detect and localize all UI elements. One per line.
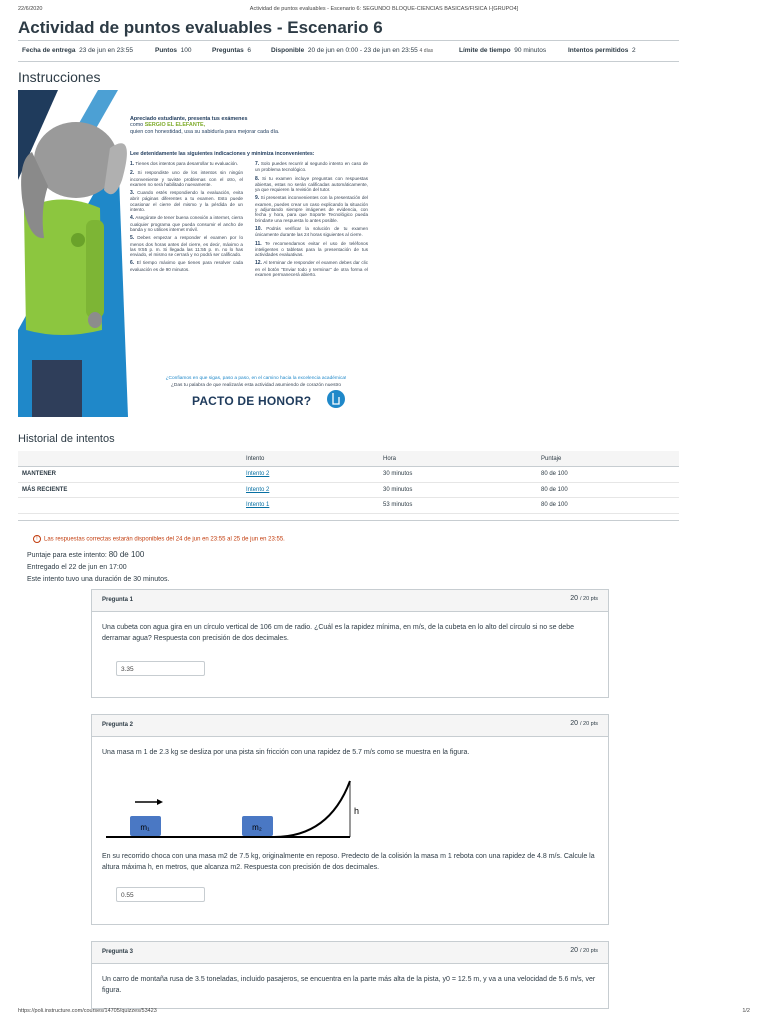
answer-field: 3.35	[116, 661, 205, 676]
banner-pacto: PACTO DE HONOR?	[192, 394, 312, 408]
banner-left-column	[130, 161, 243, 275]
meta-due	[22, 47, 133, 54]
banner-instruction-text: El tiempo máximo que tienes para resolver cada evaluación es de 90 minutos.	[130, 260, 243, 272]
height-label: h	[354, 806, 360, 816]
banner-instruction-text: Si respondiste uno de los intentos sin ningún inconveniente y tuviste problemas con el otro, el examen no será habilitado nuevamente.	[130, 170, 243, 187]
meta-available-days: 4 días	[419, 48, 434, 54]
summary-score-label: Puntaje para este intento:	[27, 552, 107, 559]
banner-instruction-text: Cuando estés respondiendo la evaluación, evita abrir páginas diferentes a tu examen. Esto puede ocasionar el cierre del mismo y la pérdida de un intento.	[130, 190, 244, 213]
question-total: / 20 pts	[579, 721, 598, 727]
banner-instruction-number: 1.	[130, 161, 135, 167]
meta-due-label: Fecha de entrega	[22, 47, 76, 54]
question-name: Pregunta 2	[102, 722, 134, 728]
summary-score	[27, 549, 169, 562]
warning-icon: !	[33, 535, 41, 543]
history-header-row	[18, 451, 679, 467]
question-score: 20	[570, 720, 578, 727]
meta-questions-value: 6	[247, 47, 252, 54]
banner-instruction-number: 9.	[255, 195, 260, 202]
history-col-attempt: Intento	[242, 451, 379, 467]
print-date: 22/6/2020	[18, 6, 43, 12]
hand-pointer-icon	[327, 390, 345, 408]
elephant-hand	[88, 312, 102, 328]
mass-m2-label: m₂	[252, 823, 262, 832]
question-points	[570, 947, 598, 954]
banner-instruction-number: 10.	[255, 225, 262, 232]
meta-questions	[212, 47, 251, 54]
banner-instruction-item	[130, 170, 243, 187]
banner-instruction-item	[255, 226, 368, 238]
history-row-time: 30 minutos	[379, 467, 537, 483]
banner-instruction-number: 6.	[130, 260, 135, 267]
history-col-score: Puntaje	[537, 451, 679, 467]
banner-instruction-item	[130, 190, 243, 212]
banner-instruction-item	[130, 235, 243, 257]
jeans	[32, 360, 82, 417]
banner-instruction-text: Al terminar de responder el examen debes dar clic en el botón "Enviar todo y terminar" de otra forma el examen permanecerá abierto.	[255, 260, 368, 278]
banner-instruction-number: 2.	[130, 170, 135, 177]
banner-instruction-text: Te recomendamos evitar el uso de teléfonos inteligentes o tabletas para la presentación de tus actividades evaluativas.	[255, 240, 368, 258]
banner-intro-1: Apreciado estudiante, presenta tus exámenes	[130, 116, 248, 122]
banner-instruction-item	[130, 260, 243, 272]
banner-instruction-number: 7.	[255, 161, 260, 167]
answers-notice-text: Las respuestas correctas estarán disponibles del 24 de jun en 23:55 al 25 de jun en 23:55.	[44, 536, 285, 543]
history-attempt-link[interactable]: Intento 2	[246, 486, 270, 493]
print-doc-title: Actividad de puntos evaluables - Escenario 6: SEGUNDO BLOQUE-CIENCIAS BASICAS/FISICA I-[GRUPO4]	[249, 6, 519, 12]
question-header	[92, 590, 608, 612]
banner-instruction-text: Debes empezar a responder el examen por lo menos dos horas antes del cierre, es decir, máximo a las 9:55 p. m. Si llegada las 11:55 p. m. no lo has enviado, el mismo se cerrará y no podrá ser calificado.	[130, 235, 243, 258]
banner-intro-3: quien con honestidad, usa su sabiduría para mejorar cada día.	[130, 128, 280, 135]
question-score: 20	[570, 595, 578, 602]
banner-instruction-item	[130, 161, 243, 167]
history-row-time: 53 minutos	[379, 498, 537, 514]
instructions-heading: Instrucciones	[18, 69, 101, 85]
question-text: Una cubeta con agua gira en un círculo vertical de 106 cm de radio. ¿Cuál es la rapidez mínima, en m/s, de la cubeta en lo alto del círculo si no se debe derramar agua? Respuesta con precisión de dos decimales.	[102, 624, 574, 642]
summary-submitted: Entregado el 22 de jun en 17:00	[27, 564, 127, 571]
meta-points-value: 100	[180, 47, 192, 54]
banner-instruction-text: Si tu examen incluye preguntas con respuestas abiertas, estas no serán calificadas automáticamente, ya que requieren la revisión del tutor.	[255, 175, 368, 193]
banner-read-line: Lee detenidamente las siguientes indicaciones y minimiza inconvenientes:	[130, 151, 315, 157]
banner-instruction-item	[255, 195, 368, 222]
banner-instruction-number: 5.	[130, 235, 135, 242]
meta-time-limit-label: Límite de tiempo	[459, 47, 511, 54]
banner-closing-1: ¿Confiamos en que sigas, paso a paso, en el camino hacia la excelencia académica!	[165, 376, 347, 381]
banner-instruction-text: Solo puedes recurrir al segundo intento en caso de un problema tecnológico.	[255, 161, 368, 173]
banner-intro-highlight: SERGIO EL ELEFANTE,	[144, 122, 206, 129]
banner-instruction-text: Tienes dos intentos para desarrollar tu evaluación.	[135, 161, 239, 166]
question-points	[570, 720, 598, 727]
history-col-time: Hora	[379, 451, 537, 467]
meta-time-limit-value: 90 minutos	[514, 47, 547, 54]
banner-instruction-item	[255, 241, 368, 258]
hoodie-logo	[71, 233, 85, 247]
question-total: / 20 pts	[579, 596, 598, 602]
history-heading: Historial de intentos	[18, 433, 115, 445]
print-footer	[18, 1008, 750, 1018]
meta-questions-label: Preguntas	[212, 47, 244, 54]
history-row-score: 80 de 100	[537, 498, 679, 514]
banner-right-column	[255, 161, 368, 280]
meta-attempts-value: 2	[631, 47, 636, 54]
banner-instruction-item	[255, 260, 368, 277]
question-text: Un carro de montaña rusa de 3.5 toneladas, incluido pasajeros, se encuentra en la parte más alta de la pista, y0 = 12.5 m, y va a una velocidad de 5.6 m/s, ver figura.	[102, 976, 596, 994]
banner-instruction-text: Podrás verificar la solución de tu examen únicamente durante las 24 horas siguientes al cierre.	[255, 225, 368, 238]
banner-instruction-item	[130, 215, 243, 232]
question-total: / 20 pts	[579, 948, 598, 954]
answers-notice	[33, 535, 285, 543]
banner-instruction-number: 4.	[130, 215, 135, 222]
history-attempt-link[interactable]: Intento 1	[246, 502, 270, 509]
meta-available-value: 20 de jun en 0:00 - 23 de jun en 23:55	[307, 47, 418, 54]
meta-available-label: Disponible	[271, 47, 305, 54]
banner-intro-2: como	[130, 122, 144, 129]
banner-instruction-text: Asegúrate de tener buena conexión a internet, cierra cualquier programa que pueda consumir el ancho de banda y no utilices internet móvil.	[130, 215, 243, 232]
summary-score-value: 80 de 100	[108, 550, 145, 559]
page-title: Actividad de puntos evaluables - Escenario 6	[18, 18, 383, 37]
print-page-number: 1/2	[742, 1008, 750, 1014]
meta-available	[271, 47, 433, 54]
banner-instruction-text: Si presentas inconvenientes con la presentación del examen, puedes crear un caso explicando la situación y adjuntando siempre imágenes de evidencia, con fecha y hora, para que Soporte Tecnológico pueda brindarte una respuesta lo antes posible.	[255, 195, 368, 223]
meta-points-label: Puntos	[155, 47, 178, 54]
history-row-label: MANTENER	[18, 467, 242, 483]
history-row-score: 80 de 100	[537, 467, 679, 483]
history-row	[18, 482, 679, 498]
history-table	[18, 451, 679, 514]
question-name: Pregunta 1	[102, 597, 134, 603]
question-card	[91, 714, 609, 925]
question-name: Pregunta 3	[102, 949, 134, 955]
mass-m1-label: m₁	[140, 823, 150, 832]
answer-field: 0.55	[116, 887, 205, 902]
banner-instruction-number: 8.	[255, 175, 260, 182]
meta-points	[155, 47, 192, 54]
history-row-label: MÁS RECIENTE	[18, 482, 242, 498]
history-col-label	[18, 451, 242, 467]
collision-figure	[104, 775, 364, 845]
history-row-time: 30 minutos	[379, 482, 537, 498]
meta-time-limit	[459, 47, 546, 54]
history-attempt-link[interactable]: Intento 2	[246, 471, 270, 478]
track-curve	[274, 781, 350, 837]
question-text: Una masa m 1 de 2.3 kg se desliza por una pista sin fricción con una rapidez de 5.7 m/s como se muestra en la figura.	[102, 749, 470, 756]
instructions-banner	[18, 90, 386, 417]
history-row-score: 80 de 100	[537, 482, 679, 498]
question-text-continued: En su recorrido choca con una masa m2 de 7.5 kg, originalmente en reposo. Predecto de la colisión la masa m 1 rebota con una rapidez de 4.8 m/s. Calcule la altura máxima h, en metros, que alcanza m2. Respuesta con precisión de dos decimales.	[102, 853, 595, 871]
print-header	[18, 6, 750, 16]
history-row	[18, 498, 679, 514]
summary-duration: Este intento tuvo una duración de 30 minutos.	[27, 576, 170, 583]
meta-due-value: 23 de jun en 23:55	[79, 47, 133, 54]
question-points	[570, 595, 598, 602]
quiz-meta-bar	[18, 40, 679, 62]
banner-instruction-item	[255, 161, 368, 173]
banner-instruction-number: 3.	[130, 190, 135, 197]
banner-intro	[130, 116, 370, 135]
question-card	[91, 941, 609, 1009]
attempt-summary	[27, 549, 169, 586]
question-header	[92, 715, 608, 737]
hoodie-sleeve	[86, 220, 104, 318]
banner-instruction-item	[255, 176, 368, 193]
meta-attempts	[568, 47, 636, 54]
meta-attempts-label: Intentos permitidos	[568, 47, 629, 54]
history-row-label	[18, 498, 242, 514]
history-row	[18, 467, 679, 483]
question-score: 20	[570, 947, 578, 954]
question-header	[92, 942, 608, 964]
question-card	[91, 589, 609, 698]
banner-instruction-number: 12.	[255, 260, 262, 267]
banner-instruction-number: 11.	[255, 240, 262, 247]
banner-closing-2: ¿Das tu palabra de que realizarás esta actividad asumiendo de corazón nuestro	[170, 383, 342, 388]
section-divider	[18, 520, 679, 521]
print-url: https://poli.instructure.com/courses/14705/quizzes/53423	[18, 1008, 157, 1014]
